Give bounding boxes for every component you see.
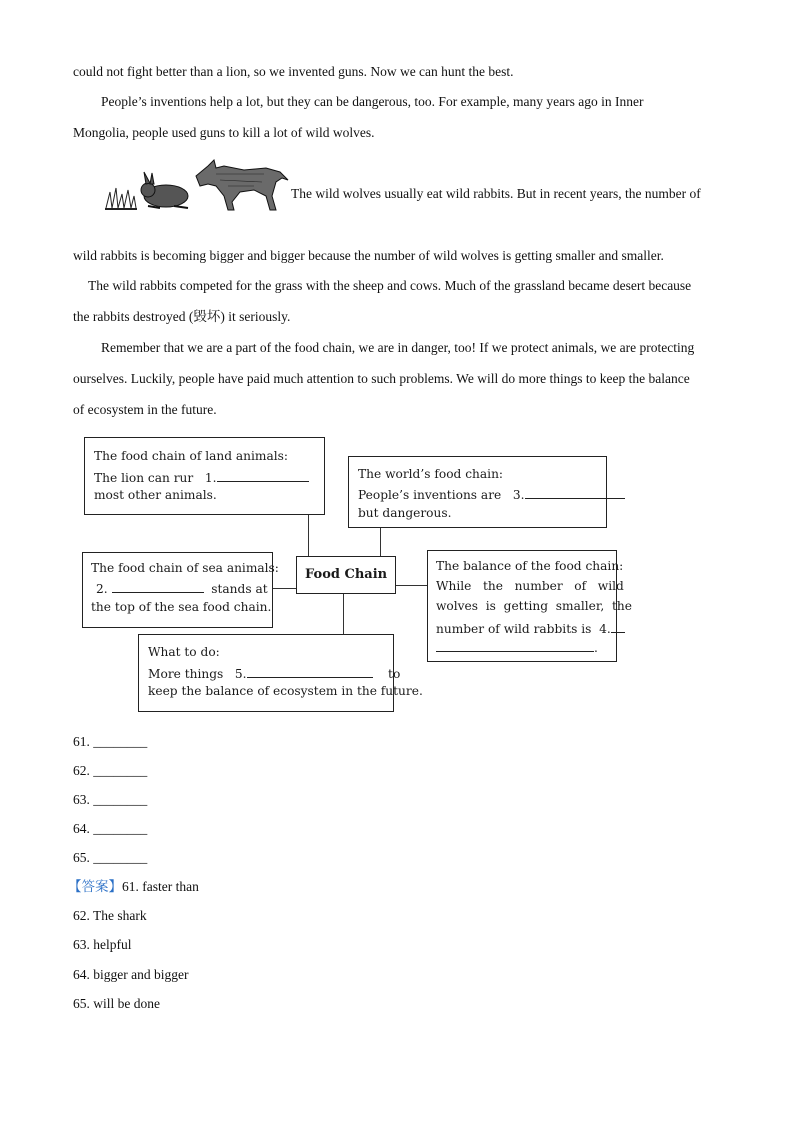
box-text xyxy=(436,639,598,656)
grass-icon xyxy=(105,188,137,209)
box-text: The balance of the food chain: xyxy=(436,559,624,573)
box-text-part: number of wild rabbits is xyxy=(436,622,592,636)
box-text-part: The lion can rur xyxy=(94,471,194,485)
connector-line xyxy=(394,585,428,586)
answer-tag: 【答案】 xyxy=(68,879,122,894)
connector-line xyxy=(272,588,296,589)
box-text: keep the balance of ecosystem in the future. xyxy=(148,684,423,698)
answer-blank xyxy=(611,620,625,633)
passage-line: could not fight better than a lion, so we invented guns. Now we can hunt the best. xyxy=(73,64,514,79)
box-text xyxy=(358,486,625,503)
blank-number: 2. xyxy=(96,582,108,596)
passage-line: People’s inventions help a lot, but they can be dangerous, too. For example, many years ago in Inner xyxy=(101,94,644,109)
box-text-part: . xyxy=(594,641,598,655)
box-text xyxy=(96,580,268,597)
answer-blank xyxy=(217,469,309,482)
answer-line: 65. will be done xyxy=(73,996,160,1011)
question-line: 65. ________ xyxy=(73,850,148,865)
answer-blank xyxy=(112,580,204,593)
answer-line: 63. helpful xyxy=(73,937,132,952)
box-text-part: stands at xyxy=(211,582,268,596)
box-text xyxy=(148,665,400,682)
passage-line: wild rabbits is becoming bigger and bigger because the number of wild wolves is getting smaller and smaller. xyxy=(73,248,664,263)
box-text: The world’s food chain: xyxy=(358,467,504,481)
blank-number: 3. xyxy=(512,488,525,502)
answer-text: 61. faster than xyxy=(122,879,199,894)
rabbit-wolf-illustration xyxy=(104,156,290,212)
connector-line xyxy=(380,524,381,556)
answer-line xyxy=(68,879,199,895)
answer-blank xyxy=(436,639,594,652)
passage-line: The wild wolves usually eat wild rabbits. But in recent years, the number of xyxy=(291,186,701,201)
box-text: wolves is getting smaller, the xyxy=(436,599,632,613)
box-text: the top of the sea food chain. xyxy=(91,600,272,614)
question-line: 63. ________ xyxy=(73,792,148,807)
passage-line: the rabbits destroyed (毁坏) it seriously. xyxy=(73,309,291,324)
connector-line xyxy=(343,594,344,634)
box-text: While the number of wild xyxy=(436,579,624,593)
passage-line: Mongolia, people used guns to kill a lot of wild wolves. xyxy=(73,125,375,140)
blank-number: 1. xyxy=(204,471,217,485)
box-text xyxy=(436,620,625,637)
answer-line: 64. bigger and bigger xyxy=(73,967,189,982)
box-text-part: More things xyxy=(148,667,224,681)
box-text-part: to xyxy=(388,667,401,681)
answer-line: 62. The shark xyxy=(73,908,147,923)
answer-blank xyxy=(247,665,373,678)
question-line: 61. ________ xyxy=(73,734,148,749)
passage-line: of ecosystem in the future. xyxy=(73,402,217,417)
box-text: The food chain of land animals: xyxy=(94,449,288,463)
answer-blank xyxy=(525,486,625,499)
wolf-icon xyxy=(196,160,288,210)
box-text: What to do: xyxy=(148,645,220,659)
blank-number: 5. xyxy=(234,667,247,681)
box-text-part: People’s inventions are xyxy=(358,488,502,502)
passage-line: ourselves. Luckily, people have paid much attention to such problems. We will do more things to keep the balance xyxy=(73,371,690,386)
blank-number: 4. xyxy=(599,622,611,636)
passage-line: The wild rabbits competed for the grass with the sheep and cows. Much of the grassland became desert because xyxy=(88,278,692,293)
question-line: 64. ________ xyxy=(73,821,148,836)
passage-line: Remember that we are a part of the food chain, we are in danger, too! If we protect animals, we are protecting xyxy=(101,340,695,355)
question-line: 62. ________ xyxy=(73,763,148,778)
connector-line xyxy=(308,512,309,556)
center-title: Food Chain xyxy=(305,567,388,582)
box-text: but dangerous. xyxy=(358,506,452,520)
box-text xyxy=(94,469,309,486)
box-text: most other animals. xyxy=(94,488,217,502)
box-text: The food chain of sea animals: xyxy=(91,561,279,575)
rabbit-icon xyxy=(141,172,188,208)
